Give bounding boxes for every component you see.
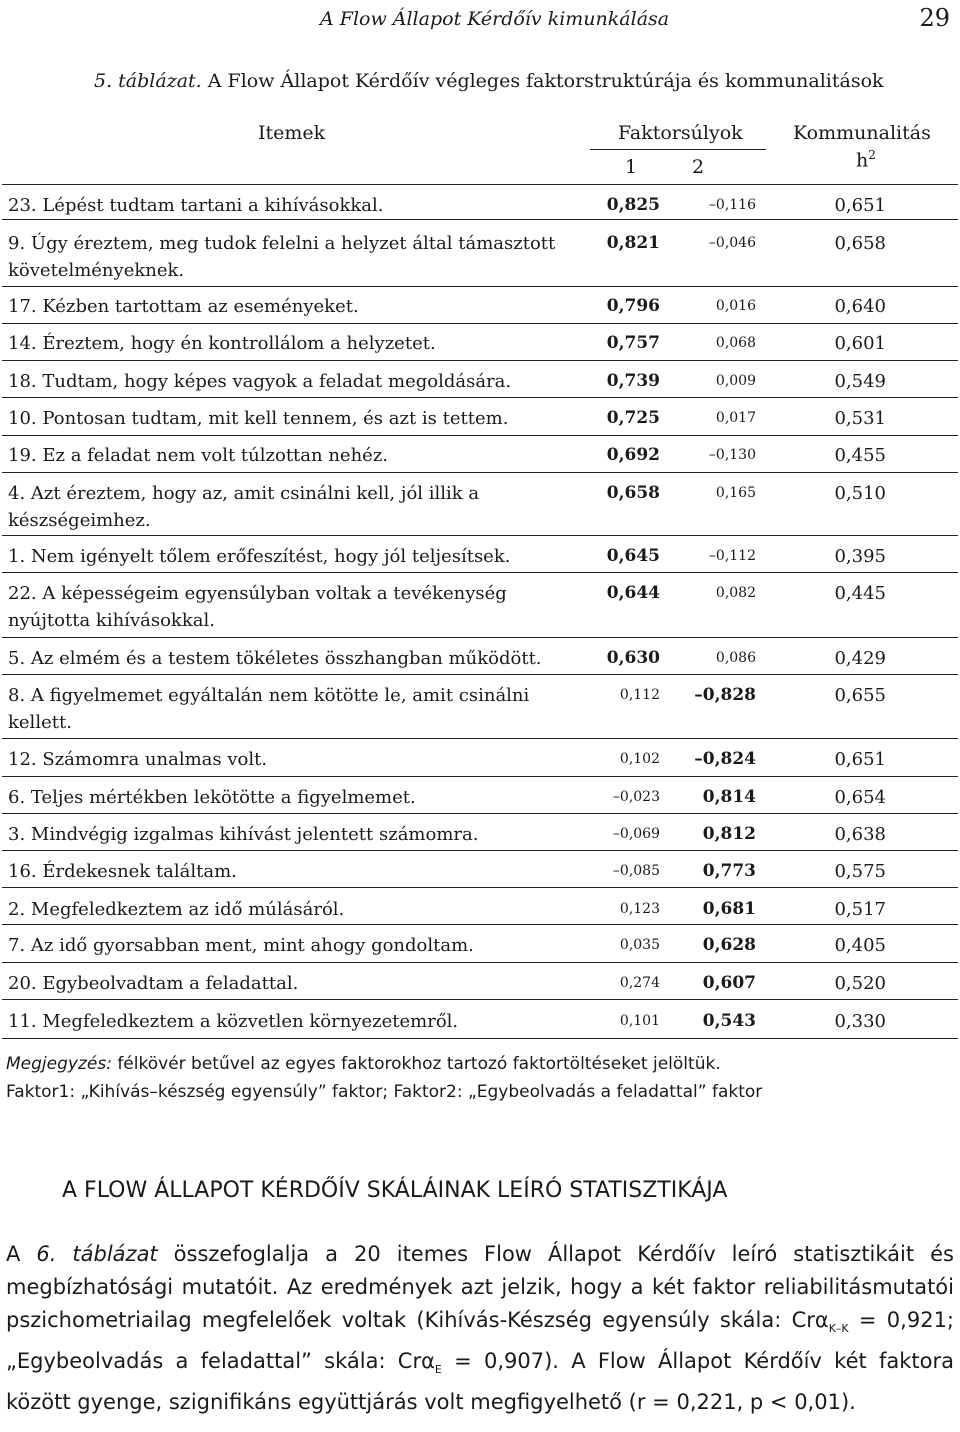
row-divider [2,962,958,963]
factor-2-loading: 0,814 [702,787,756,807]
item-text: 17. Kézben tartottam az eseményeket. [8,296,359,317]
communality-value: 0,531 [834,408,886,429]
factor-2-loading: 0,628 [702,935,756,955]
factor-2-loading: 0,681 [702,899,756,919]
row-divider [2,813,958,814]
factor-2-loading: 0,016 [715,298,756,314]
row-divider [2,637,958,638]
item-text: 23. Lépést tudtam tartani a kihívásokkal. [8,195,384,216]
factor-2-loading: –0,824 [694,749,756,769]
factor-1-loading: 0,739 [606,371,660,391]
factor-1-loading: 0,630 [606,648,660,668]
item-text: 1. Nem igényelt tőlem erőfeszítést, hogy jól teljesítsek. [8,546,511,567]
factor-2-loading: –0,130 [708,447,756,463]
row-divider [2,472,958,473]
row-divider [2,397,958,398]
item-text: 9. Úgy éreztem, meg tudok felelni a helyzet által támasztott követelményeknek. [8,233,556,281]
table-caption-text: A Flow Állapot Kérdőív végleges faktorstruktúrája és kommunalitások [201,70,884,92]
factor-2-loading: –0,828 [694,685,756,705]
alpha-subscript-e: E [434,1363,442,1377]
para-text-4: = 0,907). A Flow Állapot Kérdőív két faktora között gyenge, szignifikáns együttjárás volt megfigyelhető (r = 0,221, p < 0,01). [6,1349,954,1415]
communality-value: 0,549 [834,371,886,392]
para-text-3: = 0,921; „Egybeolvadás a feladattal” skála: Cr [6,1308,954,1374]
row-divider [2,999,958,1000]
factor-1-loading: 0,102 [619,751,660,767]
factor-1-loading: 0,692 [606,445,660,465]
factor-2-loading: 0,773 [702,861,756,881]
para-text-2: összefoglalja a 20 itemes Flow Állapot Kérdőív leíró statisztikáit és megbízhatósági mutatóit. Az eredmények azt jelzik, hogy a két faktor reliabilitásmutatói pszichometriailag megfelelőek voltak (Kihívás-Készség egyensúly skála: Cr [6,1242,954,1332]
para-text-1: A [6,1242,37,1266]
communality-value: 0,429 [834,648,886,669]
header-factor-2: 2 [692,156,705,178]
note-text: félkövér betűvel az egyes faktorokhoz tartozó faktortöltéseket jelöltük. [111,1054,721,1074]
factor-2-loading: 0,068 [715,335,756,351]
header-h2-base: h [856,149,869,172]
communality-value: 0,517 [834,899,886,920]
factor-legend-note: Faktor1: „Kihívás–készség egyensúly” faktor; Faktor2: „Egybeolvadás a feladattal” faktor [6,1082,763,1102]
page-number: 29 [919,4,950,32]
item-text: 4. Azt éreztem, hogy az, amit csinálni kell, jól illik a készségeimhez. [8,483,480,531]
factor-1-loading: 0,644 [606,583,660,603]
factor-1-loading: 0,825 [606,195,660,215]
table-reference: 6. táblázat [36,1242,158,1266]
factor-1-loading: 0,821 [606,233,660,253]
row-divider [2,360,958,361]
alpha-subscript-kk: K–K [828,1322,849,1336]
alpha-symbol: α [814,1308,829,1332]
communality-value: 0,520 [834,973,886,994]
factor-2-loading: 0,543 [702,1011,756,1031]
item-text: 20. Egybeolvadtam a feladattal. [8,973,299,994]
row-divider [2,924,958,925]
factor-1-loading: 0,035 [619,937,660,953]
note-label: Megjegyzés: [6,1054,112,1074]
communality-value: 0,395 [834,546,886,567]
communality-value: 0,655 [834,685,886,706]
item-text: 10. Pontosan tudtam, mit kell tennem, és azt is tettem. [8,408,509,429]
communality-value: 0,330 [834,1011,886,1032]
header-items: Itemek [258,122,326,144]
row-divider [2,850,958,851]
factor-2-loading: 0,009 [715,373,756,389]
table-caption-label: 5. táblázat. [94,70,202,92]
row-divider [2,674,958,675]
row-divider [2,572,958,573]
item-text: 19. Ez a feladat nem volt túlzottan nehéz. [8,445,389,466]
header-h2 [856,148,876,171]
page-header [0,4,960,34]
factor-2-loading: –0,112 [708,548,756,564]
factor-1-loading: 0,123 [619,901,660,917]
communality-value: 0,455 [834,445,886,466]
factor-1-loading: 0,725 [606,408,660,428]
row-divider [2,1038,958,1039]
communality-value: 0,638 [834,824,886,845]
factor-2-loading: 0,086 [715,650,756,666]
communality-value: 0,651 [834,195,886,216]
item-text: 16. Érdekesnek találtam. [8,861,237,882]
item-text: 2. Megfeledkeztem az idő múlásáról. [8,899,345,920]
factor-2-loading: –0,046 [708,235,756,251]
item-text: 8. A figyelmemet egyáltalán nem kötötte le, amit csinálni kellett. [8,685,530,733]
header-factor-rule [590,149,766,150]
communality-value: 0,651 [834,749,886,770]
table-note [6,1054,721,1074]
row-divider [2,738,958,739]
communality-value: 0,445 [834,583,886,604]
communality-value: 0,658 [834,233,886,254]
communality-value: 0,405 [834,935,886,956]
row-divider [2,776,958,777]
communality-value: 0,654 [834,787,886,808]
factor-1-loading: 0,796 [606,296,660,316]
factor-1-loading: 0,274 [619,975,660,991]
row-divider [2,435,958,436]
communality-value: 0,575 [834,861,886,882]
item-text: 6. Teljes mértékben lekötötte a figyelmemet. [8,787,416,808]
header-communality: Kommunalitás [793,122,931,144]
section-title: A FLOW ÁLLAPOT KÉRDŐÍV SKÁLÁINAK LEÍRÓ STATISZTIKÁJA [62,1178,728,1203]
body-paragraph [6,1238,954,1419]
item-text: 14. Éreztem, hogy én kontrollálom a helyzetet. [8,333,436,354]
row-divider [2,219,958,220]
item-text: 7. Az idő gyorsabban ment, mint ahogy gondoltam. [8,935,474,956]
header-factor-1: 1 [625,156,638,178]
row-divider [2,286,958,287]
item-text: 22. A képességeim egyensúlyban voltak a tevékenység nyújtotta kihívásokkal. [8,583,507,631]
alpha-symbol: α [421,1349,435,1374]
communality-value: 0,640 [834,296,886,317]
factor-1-loading: 0,757 [606,333,660,353]
factor-2-loading: 0,082 [715,585,756,601]
factor-1-loading: 0,645 [606,546,660,566]
item-text: 5. Az elmém és a testem tökéletes összhangban működött. [8,648,542,669]
header-factor-loadings: Faktorsúlyok [618,122,743,144]
factor-1-loading: 0,112 [619,687,660,703]
factor-2-loading: –0,116 [708,197,756,213]
header-h2-sup: 2 [868,148,876,162]
running-title: A Flow Állapot Kérdőív kimunkálása [320,8,670,30]
communality-value: 0,601 [834,333,886,354]
item-text: 18. Tudtam, hogy képes vagyok a feladat megoldására. [8,371,512,392]
header-rule [2,184,958,185]
factor-1-loading: –0,069 [612,826,660,842]
factor-2-loading: 0,017 [715,410,756,426]
communality-value: 0,510 [834,483,886,504]
item-text: 11. Megfeledkeztem a közvetlen környezetemről. [8,1011,459,1032]
factor-2-loading: 0,165 [715,485,756,501]
row-divider [2,887,958,888]
row-divider [2,323,958,324]
factor-1-loading: 0,101 [619,1013,660,1029]
factor-1-loading: –0,023 [612,789,660,805]
item-text: 12. Számomra unalmas volt. [8,749,268,770]
table-caption [94,70,884,92]
factor-2-loading: 0,607 [702,973,756,993]
factor-1-loading: 0,658 [606,483,660,503]
factor-2-loading: 0,812 [702,824,756,844]
row-divider [2,535,958,536]
item-text: 3. Mindvégig izgalmas kihívást jelentett számomra. [8,824,479,845]
factor-1-loading: –0,085 [612,863,660,879]
